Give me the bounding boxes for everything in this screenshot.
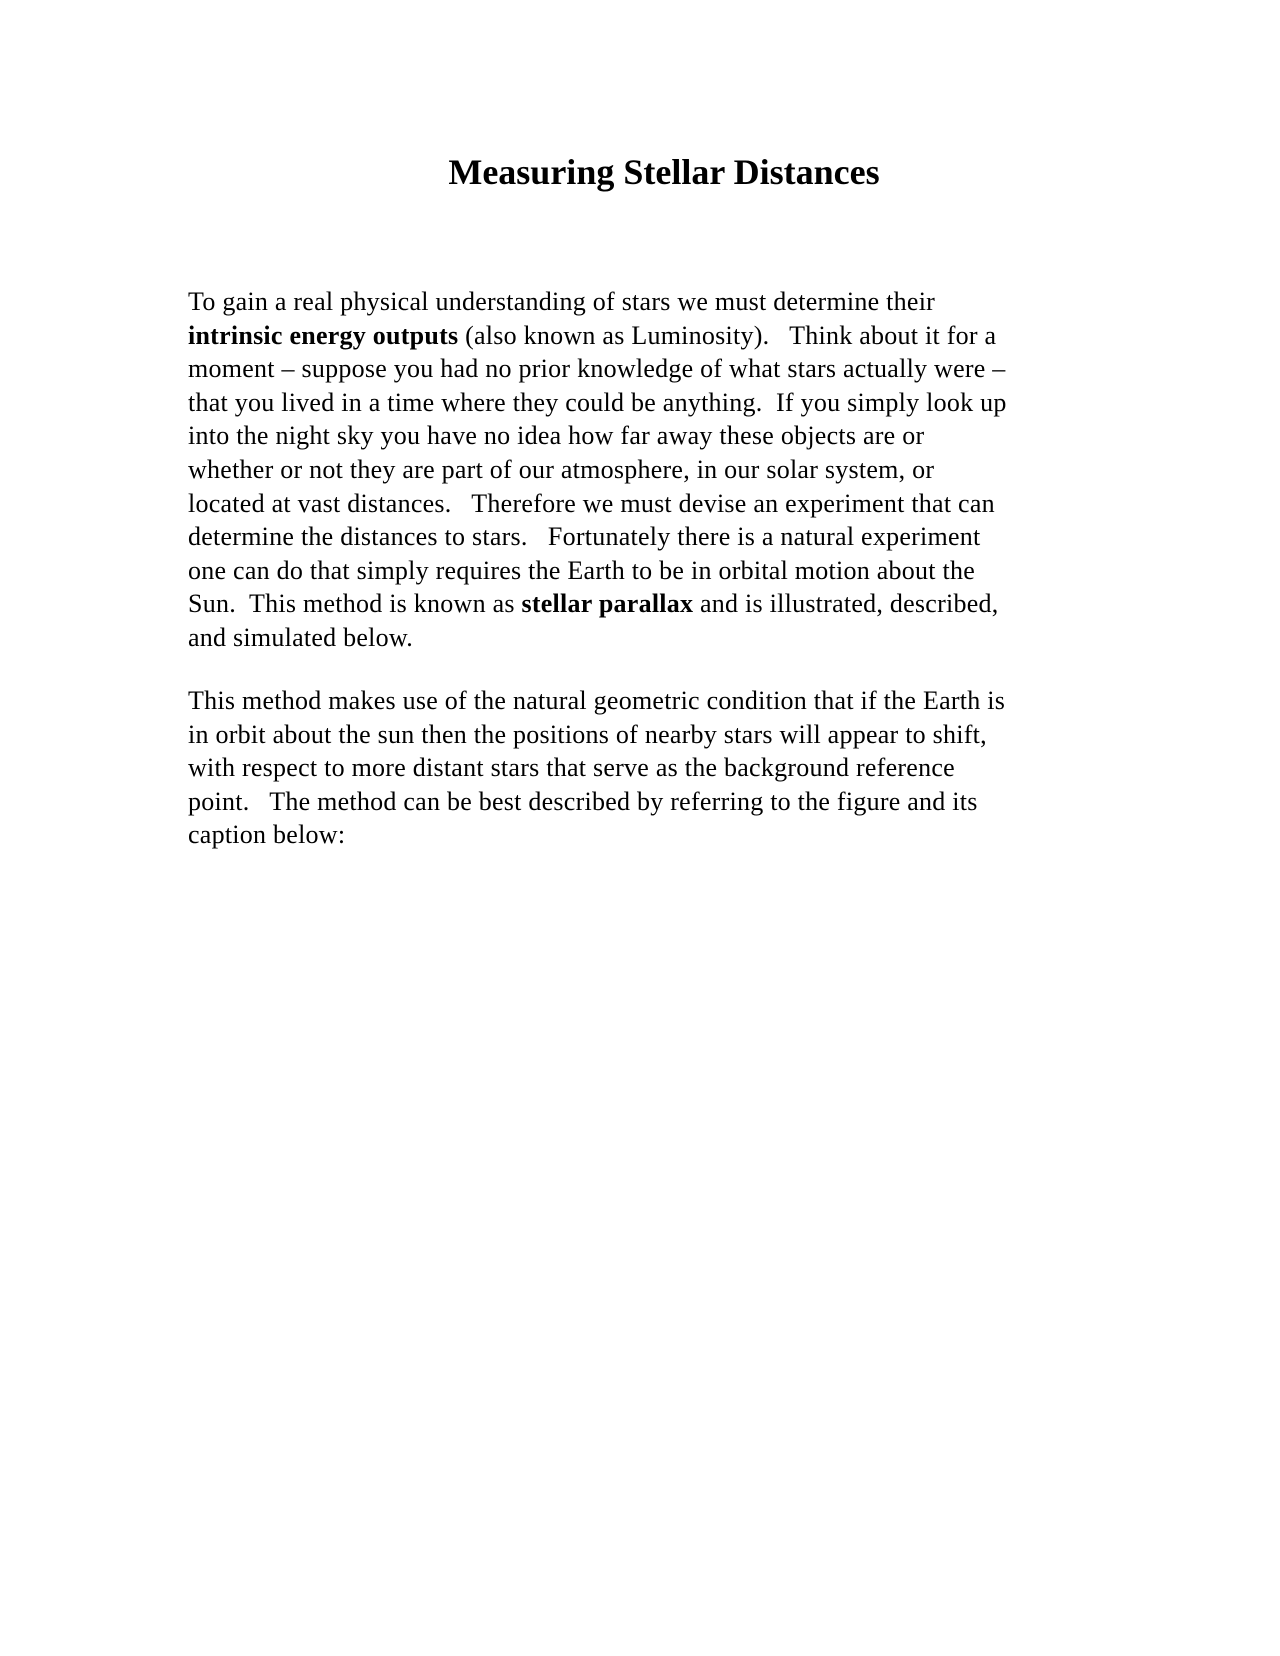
paragraph-line: located at vast distances. Therefore we must devise an experiment that can: [188, 488, 995, 518]
paragraph-line: one can do that simply requires the Earth to be in orbital motion about the: [188, 555, 976, 585]
paragraph-line: whether or not they are part of our atmosphere, in our solar system, or: [188, 454, 935, 484]
paragraph-line: [188, 319, 1128, 353]
paragraph-line-segment: (also known as Luminosity). Think about it for a: [458, 320, 997, 350]
bold-term-intrinsic-energy-outputs: intrinsic energy outputs: [188, 320, 459, 350]
paragraph-line: To gain a real physical understanding of stars we must determine their: [188, 287, 936, 316]
paragraph-method: [188, 684, 1128, 852]
paragraph-line: into the night sky you have no idea how far away these objects are or: [188, 421, 925, 451]
paragraph-line: This method makes use of the natural geometric condition that if the Earth is: [188, 686, 1006, 715]
paragraph-line: with respect to more distant stars that serve as the background reference: [188, 753, 955, 783]
paragraph-intro: [188, 285, 1128, 655]
paragraph-line-segment: and is illustrated, described,: [693, 589, 999, 619]
paragraph-line-segment: Sun. This method is known as: [188, 589, 522, 619]
bold-term-stellar-parallax: stellar parallax: [521, 589, 694, 619]
paragraph-line: [188, 587, 1128, 621]
paragraph-line: and simulated below.: [188, 622, 413, 652]
paragraph-line: determine the distances to stars. Fortunately there is a natural experiment: [188, 522, 981, 552]
paragraph-line: that you lived in a time where they could be anything. If you simply look up: [188, 387, 1007, 417]
paragraph-line: moment – suppose you had no prior knowledge of what stars actually were –: [188, 354, 1006, 384]
paragraph-line: in orbit about the sun then the positions of nearby stars will appear to shift,: [188, 719, 987, 749]
paragraph-line: caption below:: [188, 820, 346, 850]
paragraph-line: point. The method can be best described by referring to the figure and its: [188, 786, 978, 816]
page-title: Measuring Stellar Distances: [448, 152, 880, 192]
